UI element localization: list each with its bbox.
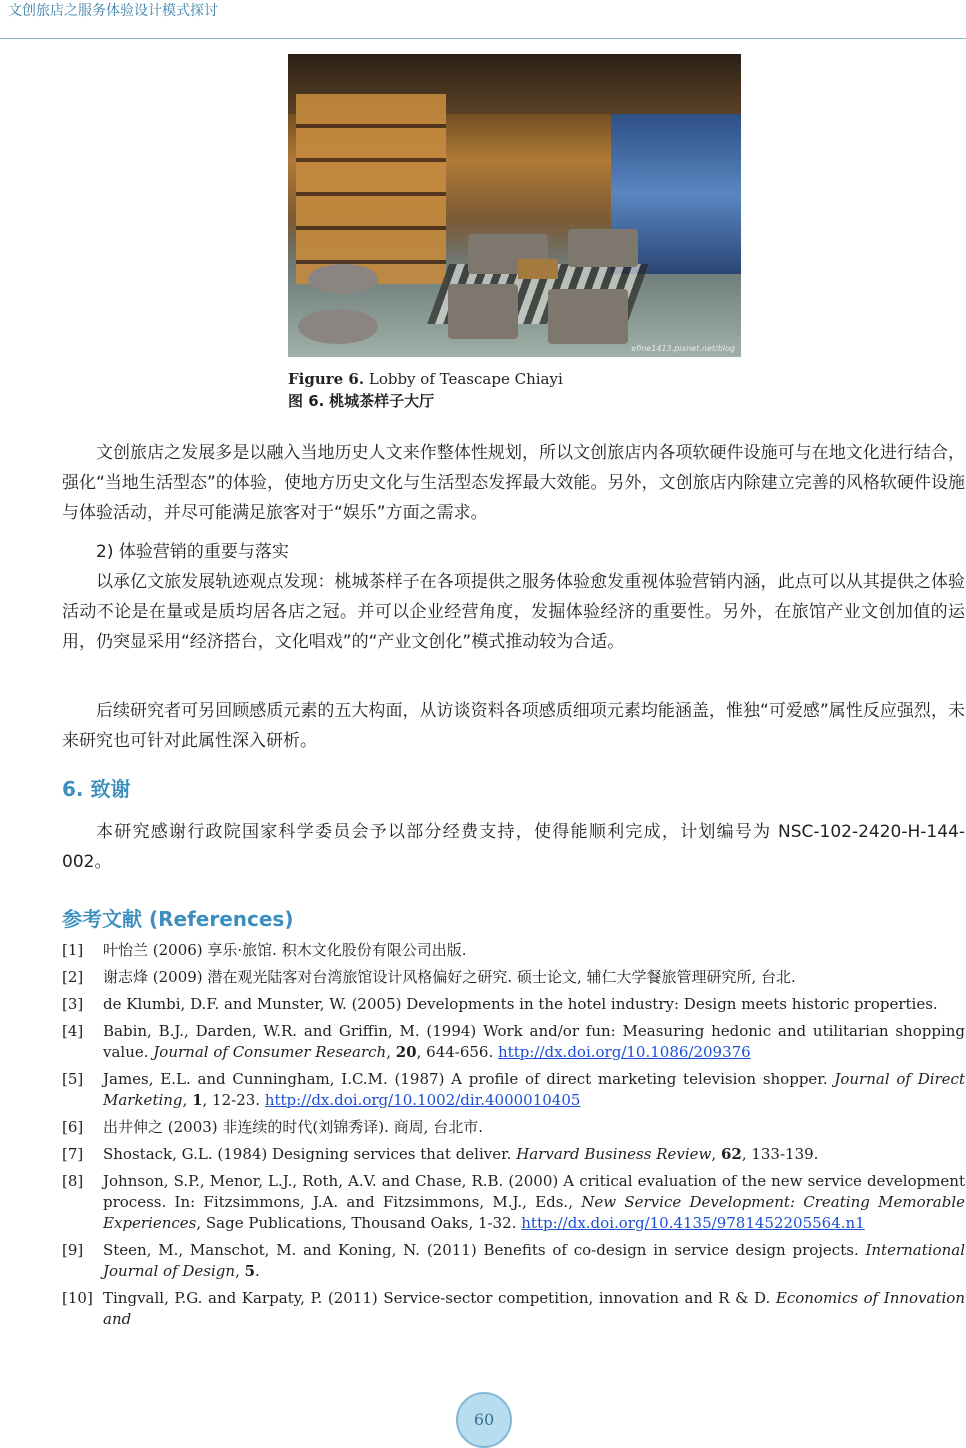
body-paragraph: 以承亿文旅发展轨迹观点发现：桃城茶样子在各项提供之服务体验愈发重视体验营销内涵，此点可以从其提供之体验活动不论是在量或是质均居各店之冠。并可以企业经营角度，发掘体验经济的重要性。另外，在旅馆产业文创加值的运用，仍突显采用“经济搭台，文化唱戏”的“产业文创化”模式推动较为合适。 [62, 572, 965, 652]
figure-caption-zh [288, 391, 434, 411]
reference-number: [1] [62, 941, 84, 959]
reference-text [103, 1240, 965, 1282]
reference-item [62, 1117, 965, 1138]
reference-authors: Shostack, G.L. (1984) Designing services that deliver. [103, 1145, 517, 1163]
reference-sep: , [235, 1262, 245, 1280]
reference-number: [2] [62, 968, 84, 986]
figure-caption-text-en: Lobby of Teascape Chiayi [368, 370, 563, 388]
reference-authors: Johnson, S.P., Menor, L.J., Roth, A.V. and Chase, R.B. (2000) A critical evaluation of the new service development process. In: Fitzsimmons, J.A. and Fitzsimmons, M.J., Eds., [103, 1172, 965, 1211]
reference-journal: Journal of Consumer Research [153, 1043, 387, 1061]
reference-pages: , 12-23. [202, 1091, 265, 1109]
reference-pages: . [255, 1262, 260, 1280]
header-rule [0, 38, 966, 39]
reference-number: [8] [62, 1172, 84, 1190]
reference-volume: 62 [720, 1145, 742, 1163]
reference-text [103, 1171, 965, 1234]
reference-authors: Babin, B.J., Darden, W.R. and Griffin, M. (1994) Work and/or fun: Measuring hedonic and utilitarian shopping value. [103, 1022, 965, 1061]
reference-item [62, 1288, 965, 1330]
body-paragraph: 本研究感谢行政院国家科学委员会予以部分经费支持，使得能顺利完成，计划编号为 NSC-102-2420-H-144-002。 [62, 822, 965, 872]
reference-number: [9] [62, 1241, 84, 1259]
reference-item [62, 1144, 965, 1165]
reference-sep: , [711, 1145, 721, 1163]
body-paragraph: 文创旅店之发展多是以融入当地历史人文来作整体性规划，所以文创旅店内各项软硬件设施可与在地文化进行结合，强化“当地生活型态”的体验，使地方历史文化与生活型态发挥最大效能。另外，文创旅店内除建立完善的风格软硬件设施与体验活动，并尽可能满足旅客对于“娱乐”方面之需求。 [62, 443, 965, 523]
reference-number: [10] [62, 1289, 93, 1307]
reference-item [62, 1171, 965, 1234]
reference-journal: International Journal of Design [103, 1241, 965, 1280]
reference-journal: Journal of Direct Marketing [103, 1070, 965, 1109]
reference-item [62, 940, 965, 961]
section-title-references: 参考文献 (References) [62, 907, 294, 931]
body-paragraph: 后续研究者可另回顾感质元素的五大构面，从访谈资料各项感质细项元素均能涵盖，惟独“可爱感”属性反应强烈，未来研究也可针对此属性深入研析。 [62, 701, 965, 751]
reference-doi-link[interactable]: http://dx.doi.org/10.4135/9781452205564.n1 [521, 1214, 865, 1232]
photo-sofa [548, 289, 628, 344]
lobby-photo [288, 54, 741, 357]
reference-volume: 1 [192, 1091, 203, 1109]
photo-stool [298, 309, 378, 344]
reference-item [62, 1240, 965, 1282]
reference-pages: , 644-656. [416, 1043, 499, 1061]
reference-number: [4] [62, 1022, 84, 1040]
photo-table [518, 259, 558, 279]
reference-item [62, 1021, 965, 1063]
reference-book-title: New Service Development: Creating Memorable Experiences [103, 1193, 965, 1232]
reference-authors: James, E.L. and Cunningham, I.C.M. (1987) A profile of direct marketing television shopper. [103, 1070, 835, 1088]
photo-sofa [568, 229, 638, 267]
section-title-acknowledgements: 6. 致谢 [62, 777, 131, 801]
figure-label-zh: 图 6. [288, 392, 325, 410]
reference-authors: Tingvall, P.G. and Karpaty, P. (2011) Service-sector competition, innovation and R & D. [103, 1289, 776, 1307]
reference-pages: , 133-139. [741, 1145, 819, 1163]
reference-journal: Economics of Innovation and [103, 1289, 965, 1328]
subheading: 2) 体验营销的重要与落实 [96, 542, 289, 562]
reference-volume: 20 [395, 1043, 417, 1061]
reference-text: 出井伸之 (2003) 非连续的时代(刘锦秀译). 商周, 台北市. [103, 1118, 483, 1136]
reference-volume: 5 [244, 1262, 256, 1280]
reference-item [62, 967, 965, 988]
reference-text [103, 1069, 965, 1111]
photo-watermark: efine1413.pixnet.net/blog [631, 344, 735, 353]
reference-number: [7] [62, 1145, 84, 1163]
reference-text: de Klumbi, D.F. and Munster, W. (2005) Developments in the hotel industry: Design meets historic properties. [103, 995, 938, 1013]
reference-number: [6] [62, 1118, 84, 1136]
reference-item [62, 1069, 965, 1111]
running-title: 文创旅店之服务体验设计模式探讨 [8, 3, 218, 19]
reference-doi-link[interactable]: http://dx.doi.org/10.1086/209376 [498, 1043, 751, 1061]
reference-sep: , [386, 1043, 396, 1061]
figure-label-en: Figure 6. [288, 370, 365, 388]
reference-number: [5] [62, 1070, 84, 1088]
reference-text [103, 1144, 965, 1165]
reference-doi-link[interactable]: http://dx.doi.org/10.1002/dir.4000010405 [264, 1091, 581, 1109]
reference-text: 谢志烽 (2009) 潜在观光陆客对台湾旅馆设计风格偏好之研究. 硕士论文, 辅仁大学餐旅管理研究所, 台北. [103, 968, 796, 986]
reference-sep: , [182, 1091, 193, 1109]
reference-text [103, 1288, 965, 1330]
reference-text [103, 1021, 965, 1063]
photo-stool [308, 264, 378, 294]
reference-item [62, 994, 965, 1015]
page-number-badge: 60 [456, 1392, 512, 1448]
reference-number: [3] [62, 995, 84, 1013]
figure-caption-text-zh: 桃城茶样子大厅 [329, 392, 435, 410]
figure-caption-en [288, 369, 563, 389]
reference-list [62, 940, 965, 1336]
reference-authors: Steen, M., Manschot, M. and Koning, N. (2011) Benefits of co-design in service design projects. [103, 1241, 866, 1259]
reference-publisher: , Sage Publications, Thousand Oaks, 1-32. [196, 1214, 522, 1232]
reference-text: 叶怡兰 (2006) 享乐·旅馆. 积木文化股份有限公司出版. [103, 941, 467, 959]
reference-journal: Harvard Business Review [516, 1145, 712, 1163]
photo-shelf [296, 94, 446, 284]
photo-sofa [448, 284, 518, 339]
